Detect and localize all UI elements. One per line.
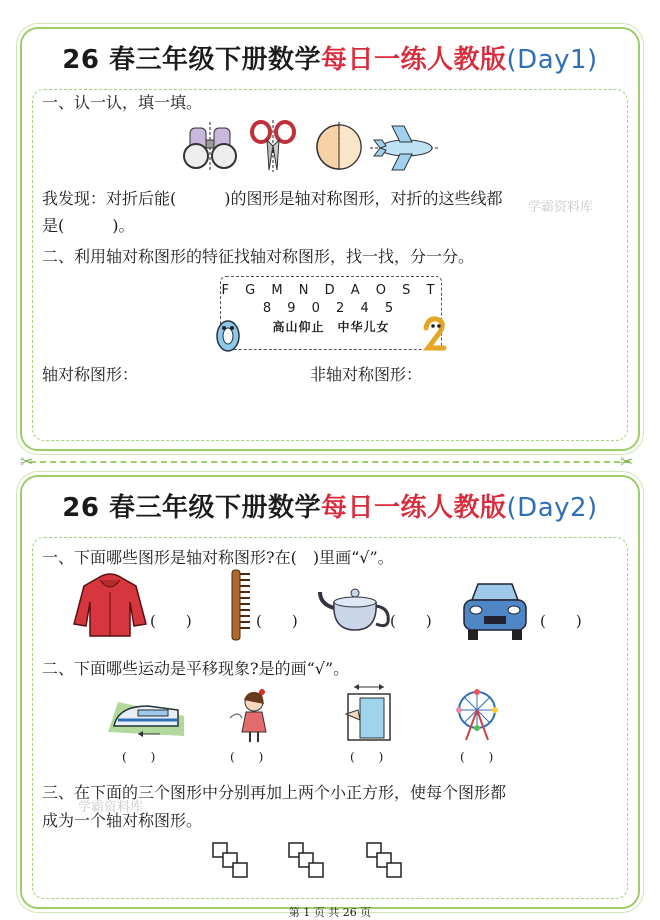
ferris-wheel-icon — [452, 688, 502, 742]
day1-question-1: 一、认一认，填一填。 — [42, 93, 203, 112]
teapot-icon — [318, 580, 392, 634]
watermark-1: 学霸资料库 — [528, 200, 594, 215]
day2-question-2: 二、下面哪些运动是平移现象?是的画“√”。 — [42, 659, 350, 678]
half-circle-icon — [312, 122, 366, 172]
chinese-row: 高山仰止 中华儿女 — [272, 320, 390, 334]
nonsymmetric-label: 非轴对称图形： — [310, 365, 423, 384]
hoodie-icon — [72, 572, 148, 638]
page-footer: 第 1 页 共 26 页 — [288, 906, 372, 919]
spinning-girl-answer[interactable]: ( ) — [230, 750, 264, 764]
two-mascot-icon — [422, 316, 448, 354]
symbols-box — [220, 276, 442, 350]
day2-title: 26 春三年级下册数学每日一练人教版(Day2) — [62, 493, 598, 523]
day1-finding-line2: 是( )。 — [42, 216, 135, 235]
ferris-wheel-answer[interactable]: ( ) — [460, 750, 494, 764]
day1-question-2: 二、利用轴对称图形的特征找轴对称图形，找一找，分一分。 — [42, 247, 475, 266]
watermark-2: 学霸资料库 — [78, 800, 144, 815]
symmetric-label: 轴对称图形： — [42, 365, 139, 384]
day2-question-3-line1: 三、在下面的三个图形中分别再加上两个小正方形，使每个图形都 — [42, 783, 507, 802]
digits-row: 8 9 0 2 4 5 — [262, 301, 400, 316]
letters-row: F G M N D A O S T — [221, 283, 441, 298]
train-icon — [108, 692, 184, 740]
scissors-icon — [250, 120, 296, 172]
airplane-icon — [370, 122, 440, 172]
car-icon — [460, 578, 530, 642]
teapot-answer[interactable]: ( ) — [390, 612, 432, 630]
sliding-window-icon — [344, 684, 394, 742]
scissor-right-icon: ✂ — [620, 452, 634, 471]
comb-icon — [230, 570, 252, 640]
spinning-girl-icon — [228, 688, 274, 742]
binoculars-icon — [182, 122, 238, 172]
day2-question-1: 一、下面哪些图形是轴对称图形?在( )里画“√”。 — [42, 548, 394, 567]
section-separator — [30, 461, 630, 463]
square-figure-2[interactable] — [288, 842, 328, 882]
hoodie-answer[interactable]: ( ) — [150, 612, 192, 630]
comb-answer[interactable]: ( ) — [256, 612, 298, 630]
day1-finding-line1: 我发现：对折后能( )的图形是轴对称图形，对折的这些线都 — [42, 189, 503, 208]
scissor-left-icon: ✂ — [20, 452, 34, 471]
day2-question-3-line2: 成为一个轴对称图形。 — [42, 811, 203, 830]
zero-mascot-icon — [214, 318, 242, 354]
sliding-window-answer[interactable]: ( ) — [350, 750, 384, 764]
day1-title: 26 春三年级下册数学每日一练人教版(Day1) — [62, 45, 598, 75]
square-figure-1[interactable] — [212, 842, 252, 882]
square-figure-3[interactable] — [366, 842, 406, 882]
train-answer[interactable]: ( ) — [122, 750, 156, 764]
car-answer[interactable]: ( ) — [540, 612, 582, 630]
